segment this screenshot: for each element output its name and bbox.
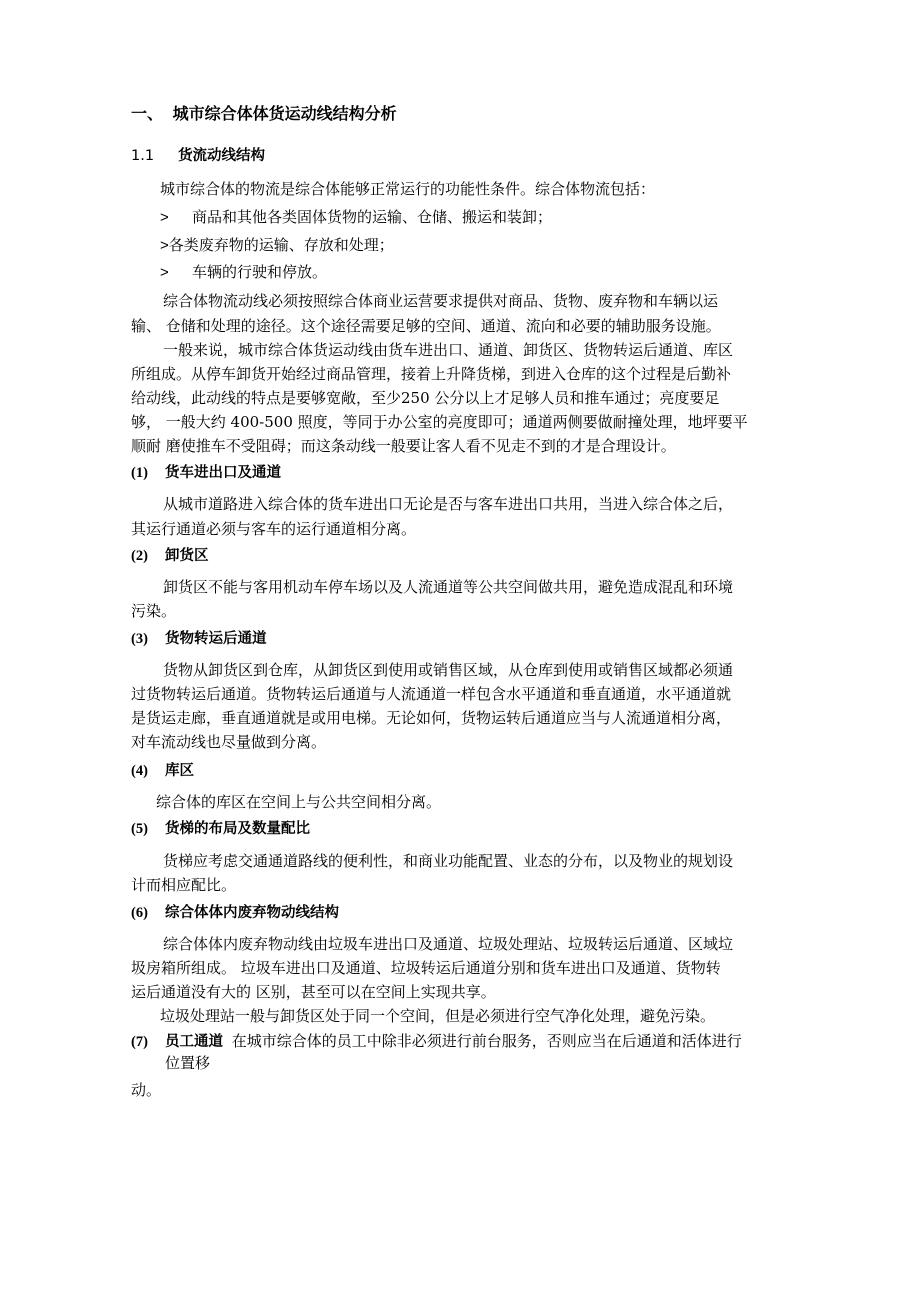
section-title: 城市综合体体货运动线结构分析 xyxy=(172,104,397,123)
item-heading xyxy=(131,463,281,483)
paragraph-line: 卸货区不能与客用机动车停车场以及人流通道等公共空间做共用，避免造成混乱和环境 xyxy=(163,578,734,596)
item-heading xyxy=(131,819,310,839)
paragraph-line: 货梯应考虑交通通道路线的便利性，和商业功能配置、业态的分布，以及物业的规划设 xyxy=(163,852,734,870)
paragraph-line: 输、 仓储和处理的途径。这个途径需要足够的空间、通道、流向和必要的辅助服务设施。 xyxy=(131,317,721,335)
item-number: (1) xyxy=(131,465,148,481)
intro-text: 城市综合体的物流是综合体能够正常运行的功能性条件。综合体物流包括： xyxy=(160,180,656,198)
paragraph-line: 运后通道没有大的 区别，甚至可以在空间上实现共享。 xyxy=(131,983,496,1001)
item-title: 员工通道 xyxy=(165,1034,223,1050)
paragraph-line: 计而相应配比。 xyxy=(131,876,237,894)
paragraph-line: 货物从卸货区到仓库，从卸货区到使用或销售区域，从仓库到使用或销售区域都必须通 xyxy=(163,661,734,679)
paragraph-line: 给动线，此动线的特点是要够宽敞，至少250 公分以上才足够人员和推车通过；亮度要足 xyxy=(131,389,720,407)
subsection-title: 货流动线结构 xyxy=(178,148,266,164)
paragraph-line: 位置移 xyxy=(165,1054,211,1072)
paragraph-line: 垃圾处理站一般与卸货区处于同一个空间，但是必须进行空气净化处理，避免污染。 xyxy=(160,1007,716,1025)
section-number: 一、 xyxy=(131,104,164,123)
paragraph-line: 综合体体内废弃物动线由垃圾车进出口及通道、垃圾处理站、垃圾转运后通道、区域垃 xyxy=(163,935,734,953)
paragraph-line: 对车流动线也尽量做到分离。 xyxy=(131,733,327,751)
item-heading xyxy=(131,903,339,923)
item-title: 货车进出口及通道 xyxy=(165,465,281,481)
subsection-number: 1.1 xyxy=(131,148,155,164)
paragraph-line: 综合体物流动线必须按照综合体商业运营要求提供对商品、货物、废弃物和车辆以运 xyxy=(163,292,719,310)
paragraph-line: 圾房箱所组成。 垃圾车进出口及通道、垃圾转运后通道分别和货车进出口及通道、货物转 xyxy=(131,959,721,977)
paragraph-line: 动。 xyxy=(131,1081,162,1099)
section-heading xyxy=(131,104,397,124)
paragraph-line: 从城市道路进入综合体的货车进出口无论是否与客车进出口共用，当进入综合体之后， xyxy=(163,495,734,513)
bullet-marker: > xyxy=(160,237,169,254)
paragraph-line: 顺耐 磨使推车不受阻碍；而这条动线一般要让客人看不见走不到的才是合理设计。 xyxy=(131,437,676,455)
bullet-item xyxy=(160,207,552,228)
item-heading xyxy=(131,629,267,649)
item-number: (3) xyxy=(131,631,148,647)
item-title: 卸货区 xyxy=(165,548,209,564)
bullet-marker: > xyxy=(160,209,169,226)
paragraph-line: 所组成。从停车卸货开始经过商品管理，接着上升降货梯，到进入仓库的这个过程是后勤补 xyxy=(131,365,732,383)
item-heading xyxy=(131,546,209,566)
paragraph-line: 其运行通道必须与客车的运行通道相分离。 xyxy=(131,520,417,538)
paragraph-line: 污染。 xyxy=(131,602,177,620)
item-title: 货物转运后通道 xyxy=(165,631,267,647)
item-number: (7) xyxy=(131,1034,148,1050)
paragraph-line: 过货物转运后通道。货物转运后通道与人流通道一样包含水平通道和垂直通道，水平通道就 xyxy=(131,685,732,703)
item-number: (4) xyxy=(131,763,148,779)
paragraph-line: 是货运走廊，垂直通道就是或用电梯。无论如何，货物运转后通道应当与人流通道相分离， xyxy=(131,709,732,727)
item-heading xyxy=(131,1031,742,1052)
bullet-text: 各类废弃物的运输、存放和处理； xyxy=(168,236,394,254)
item-number: (2) xyxy=(131,548,148,564)
item-title: 库区 xyxy=(165,763,194,779)
item-title: 货梯的布局及数量配比 xyxy=(165,821,310,837)
item-number: (6) xyxy=(131,905,148,921)
item-inline-text: 在城市综合体的员工中除非必须进行前台服务，否则应当在后通道和活体进行 xyxy=(231,1032,742,1050)
item-title: 综合体体内废弃物动线结构 xyxy=(165,905,339,921)
paragraph-line: 够， 一般大约 400-500 照度，等同于办公室的亮度即可；通道两侧要做耐撞处理，地坪要平 xyxy=(131,413,748,431)
bullet-item xyxy=(160,262,327,283)
item-heading xyxy=(131,761,194,781)
bullet-marker: > xyxy=(160,264,169,281)
subsection-heading xyxy=(131,146,265,166)
bullet-text: 商品和其他各类固体货物的运输、仓储、搬运和装卸； xyxy=(192,208,553,226)
paragraph-line: 综合体的库区在空间上与公共空间相分离。 xyxy=(156,793,442,811)
bullet-text: 车辆的行驶和停放。 xyxy=(192,263,328,281)
item-number: (5) xyxy=(131,821,148,837)
bullet-item xyxy=(160,235,394,256)
paragraph-line: 一般来说，城市综合体货运动线由货车进出口、通道、卸货区、货物转运后通道、库区 xyxy=(163,341,734,359)
